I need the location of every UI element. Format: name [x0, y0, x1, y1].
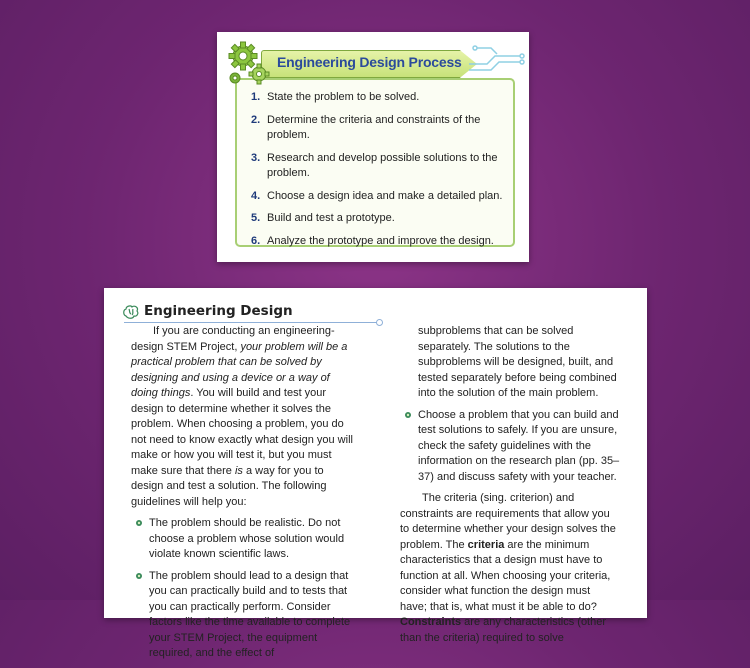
criteria-text: are any characteristics (other than the criteria) required to solve: [400, 616, 607, 644]
guideline-item: [131, 569, 353, 662]
step-text: Analyze the prototype and improve the design.: [267, 234, 494, 247]
step-number: 3.: [251, 151, 261, 164]
step-number: 6.: [251, 234, 261, 247]
criteria-paragraph: [400, 491, 620, 646]
left-column: [131, 324, 353, 668]
term-constraints: Constraints: [400, 616, 462, 628]
bullet-icon: [404, 411, 412, 419]
step-text: Research and develop possible solutions to the problem.: [267, 151, 498, 179]
guidelines-list: [131, 516, 353, 662]
guideline-item: [400, 408, 620, 486]
step-text: State the problem to be solved.: [267, 91, 420, 103]
step-item: [251, 90, 507, 106]
heading-rule: [124, 322, 380, 323]
brain-icon: [122, 304, 140, 322]
step-item: [251, 234, 507, 250]
gears-icon: [223, 38, 273, 90]
guideline-text: Choose a problem that you can build and test solutions to safely. If you are unsure, check the safety guidelines with the information on the research plan (pp. 35–37) and discuss safety with your teacher.: [418, 408, 620, 483]
term-criteria: criteria: [467, 538, 505, 551]
intro-text: . You will build and test your design to determine whether it solves the problem. When choosing a problem, you do not need to know exactly what design you will make or how you will test it, but you must make sure that there: [131, 387, 353, 477]
intro-paragraph: [131, 324, 353, 510]
step-text: Build and test a prototype.: [267, 212, 395, 224]
card-title: Engineering Design Process: [277, 54, 462, 70]
step-item: [251, 189, 507, 205]
right-column: [400, 324, 620, 652]
step-number: 4.: [251, 189, 261, 202]
guideline-text: The problem should be realistic. Do not choose a problem whose solution would violate known scientific laws.: [149, 517, 345, 560]
step-item: [251, 151, 507, 182]
intro-text: If you are conducting an engineering-design STEM Project,: [131, 325, 335, 353]
step-number: 5.: [251, 212, 261, 224]
criteria-text: The criteria (sing. criterion) and constraints are requirements that allow you to determine whether your design solves the problem. The: [400, 492, 616, 551]
guideline-item: [131, 516, 353, 563]
heading-rule-end: [376, 319, 383, 326]
guideline-text: The problem should lead to a design that you can practically build and to tests that you can practically perform. Consider factors like the time available to complete your STEM Project, the equipment required, and the effect of: [149, 569, 351, 659]
guidelines-list-cont: [400, 408, 620, 486]
engineering-design-page: [104, 288, 647, 659]
bullet-icon: [135, 519, 143, 527]
step-number: 1.: [251, 91, 261, 103]
design-process-card: [217, 32, 529, 262]
step-item: [251, 113, 507, 144]
intro-text: a way for you to design and test a solution. The following guidelines will help you:: [131, 464, 327, 508]
steps-list: [251, 90, 507, 256]
intro-emphasis: your problem will be a practical problem that can be solved by designing and using a device or a way of doing things: [131, 340, 348, 399]
step-text: Choose a design idea and make a detailed plan.: [267, 189, 503, 202]
step-number: 2.: [251, 113, 261, 126]
step-item: [251, 211, 507, 227]
step-text: Determine the criteria and constraints of the problem.: [267, 113, 481, 141]
intro-emphasis: is: [234, 464, 243, 477]
criteria-text: are the minimum characteristics that a design must have to function at all. When choosing your criteria, consider what function the design must have; that is, what must it be able to do?: [400, 538, 611, 613]
continued-text: subproblems that can be solved separately. The solutions to the subproblems will be designed, built, and tested separately before being combined into the solution of the main problem.: [418, 325, 617, 399]
section-heading: Engineering Design: [144, 303, 293, 319]
bullet-icon: [135, 572, 143, 580]
circuit-icon: [467, 44, 525, 84]
